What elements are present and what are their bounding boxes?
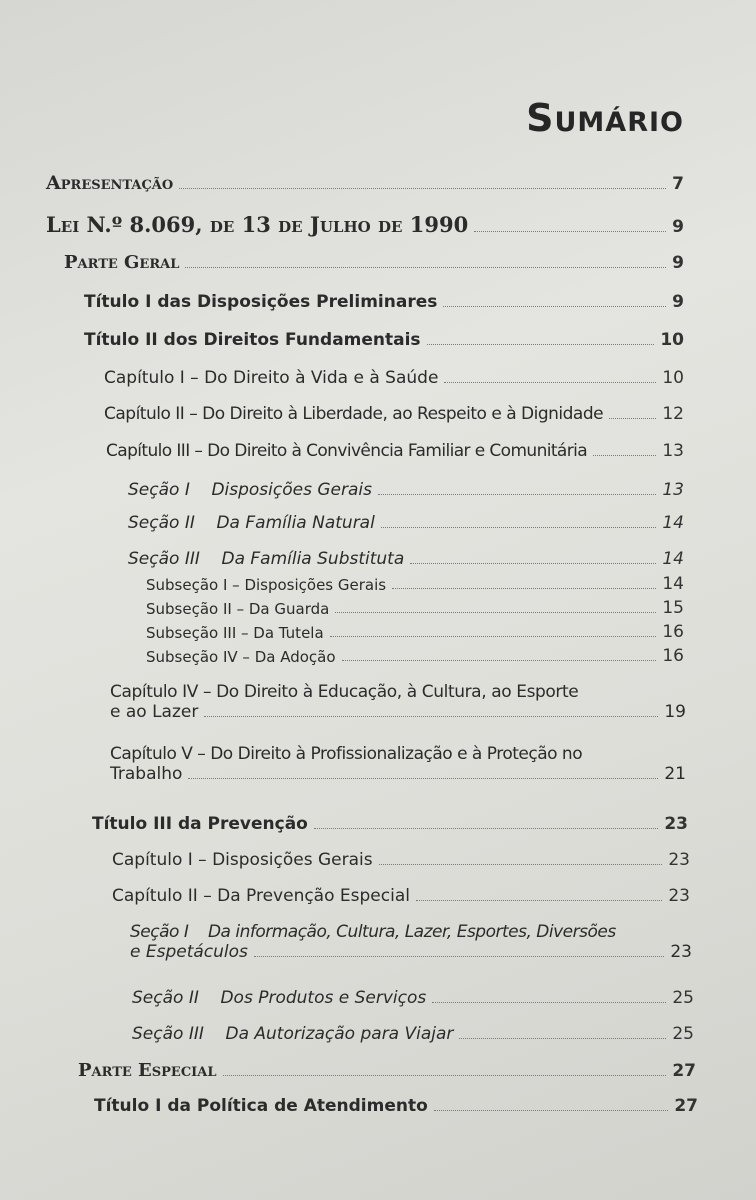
toc-page-number: 27: [674, 1096, 698, 1116]
dot-leader: [443, 306, 666, 307]
dot-leader: [188, 778, 658, 779]
toc-entry-label: Subseção III – Da Tutela: [146, 624, 324, 642]
dot-leader: [416, 900, 662, 901]
toc-entry-label: Seção III Da Autorização para Viajar: [132, 1024, 454, 1044]
toc-entry: [104, 368, 684, 388]
dot-leader: [434, 1110, 669, 1111]
toc-entry: [130, 922, 692, 962]
toc-entry: [84, 292, 684, 312]
toc-entry: [146, 622, 684, 642]
toc-entry-label: Seção I Disposições Gerais: [128, 480, 372, 500]
toc-entry-label: Capítulo IV – Do Direito à Educação, à Cultura, ao Esporte: [110, 682, 579, 702]
toc-page-number: 14: [662, 549, 684, 569]
toc-page-number: 27: [672, 1061, 696, 1081]
toc-entry-label: Apresentação: [46, 172, 174, 194]
toc-entry-label: Subseção IV – Da Adoção: [146, 648, 336, 666]
toc-entry-label-continued: e Espetáculos: [130, 942, 248, 962]
toc-entry-label: Parte Especial: [78, 1060, 217, 1081]
toc-entry-label: Subseção I – Disposições Gerais: [146, 576, 387, 594]
toc-entry: [128, 513, 684, 533]
toc-entry: [146, 646, 684, 666]
toc-entry-label: Seção II Da Família Natural: [128, 513, 375, 533]
dot-leader: [223, 1075, 667, 1076]
dot-leader: [204, 716, 658, 717]
dot-leader: [410, 563, 656, 564]
dot-leader: [314, 828, 658, 829]
toc-page-number: 19: [664, 702, 686, 722]
dot-leader: [392, 588, 656, 589]
toc-entry: [94, 1096, 698, 1116]
toc-page-number: 10: [660, 330, 684, 350]
toc-entry-label-continued: Trabalho: [110, 764, 183, 784]
toc-page-number: 9: [672, 253, 684, 273]
toc-entry-label: Seção III Da Família Substituta: [128, 549, 405, 569]
toc-page-number: 23: [670, 942, 692, 962]
toc-page-number: 9: [672, 292, 684, 312]
toc-entry-label: Capítulo I – Do Direito à Vida e à Saúde: [104, 368, 439, 388]
toc-entry: [132, 1024, 694, 1044]
dot-leader: [342, 660, 657, 661]
toc-entry-label: Título III da Prevenção: [92, 814, 308, 834]
dot-leader: [179, 188, 666, 189]
toc-page-number: 7: [672, 174, 684, 194]
toc-entry: [78, 1060, 696, 1081]
toc-entry-label: Capítulo I – Disposições Gerais: [112, 850, 373, 870]
dot-leader: [609, 418, 656, 419]
toc-entry: [92, 814, 688, 834]
toc-entry-label: Subseção II – Da Guarda: [146, 600, 330, 618]
toc-entry-label: Título II dos Direitos Fundamentais: [84, 330, 421, 350]
toc-page-number: 25: [672, 1024, 694, 1044]
dot-leader: [378, 494, 656, 495]
toc-entry: [104, 404, 684, 424]
toc-entry: [110, 744, 686, 784]
dot-leader: [459, 1038, 666, 1039]
toc-page-number: 21: [664, 764, 686, 784]
toc-entry-label: Título I das Disposições Preliminares: [84, 292, 438, 312]
toc-entry: [64, 252, 684, 273]
toc-entry-label: Capítulo II – Da Prevenção Especial: [112, 886, 410, 906]
toc-entry-label: Seção I Da informação, Cultura, Lazer, Esportes, Diversões: [130, 922, 616, 942]
dot-leader: [427, 344, 655, 345]
toc-entry: [128, 480, 684, 500]
toc-entry: [110, 682, 686, 722]
toc-page-number: 25: [672, 988, 694, 1008]
toc-entry: [146, 574, 684, 594]
toc-page-number: 9: [672, 217, 684, 237]
toc-page-number: 14: [662, 513, 684, 533]
dot-leader: [474, 231, 666, 232]
toc-page-number: 12: [662, 404, 684, 424]
toc-page-number: 10: [662, 368, 684, 388]
dot-leader: [444, 382, 656, 383]
toc-entry: [132, 988, 694, 1008]
dot-leader: [381, 527, 657, 528]
toc-page-number: 13: [662, 441, 684, 461]
dot-leader: [330, 636, 657, 637]
toc-entry: [106, 441, 684, 461]
toc-page-number: 16: [662, 622, 684, 642]
toc-entry: [128, 549, 684, 569]
toc-entry-label: Título I da Política de Atendimento: [94, 1096, 428, 1116]
toc-entry: [112, 850, 690, 870]
toc-page-number: 16: [662, 646, 684, 666]
toc-entry-label: Lei N.º 8.069, de 13 de Julho de 1990: [46, 212, 469, 237]
dot-leader: [335, 612, 656, 613]
toc-entry-label: Parte Geral: [64, 252, 180, 273]
toc-entry-label-continued: e ao Lazer: [110, 702, 199, 722]
toc-entry-label: Capítulo V – Do Direito à Profissionalização e à Proteção no: [110, 744, 583, 764]
toc-entry-label: Capítulo III – Do Direito à Convivência Familiar e Comunitária: [106, 441, 588, 461]
toc-page-number: 13: [662, 480, 684, 500]
toc-page-number: 14: [662, 574, 684, 594]
toc-entry: [46, 212, 684, 237]
toc-page-number: 15: [662, 598, 684, 618]
dot-leader: [593, 455, 656, 456]
toc-entry: [112, 886, 690, 906]
toc-entry: [46, 172, 684, 194]
toc-entry: [146, 598, 684, 618]
dot-leader: [379, 864, 663, 865]
toc-page-number: 23: [668, 850, 690, 870]
toc-entry: [84, 330, 684, 350]
toc-entry-label: Capítulo II – Do Direito à Liberdade, ao Respeito e à Dignidade: [104, 404, 604, 424]
page-title: Sumário: [526, 96, 684, 140]
dot-leader: [254, 956, 664, 957]
toc-page-number: 23: [668, 886, 690, 906]
toc-entry-label: Seção II Dos Produtos e Serviços: [132, 988, 427, 1008]
dot-leader: [185, 267, 666, 268]
toc-page-number: 23: [664, 814, 688, 834]
dot-leader: [432, 1002, 666, 1003]
